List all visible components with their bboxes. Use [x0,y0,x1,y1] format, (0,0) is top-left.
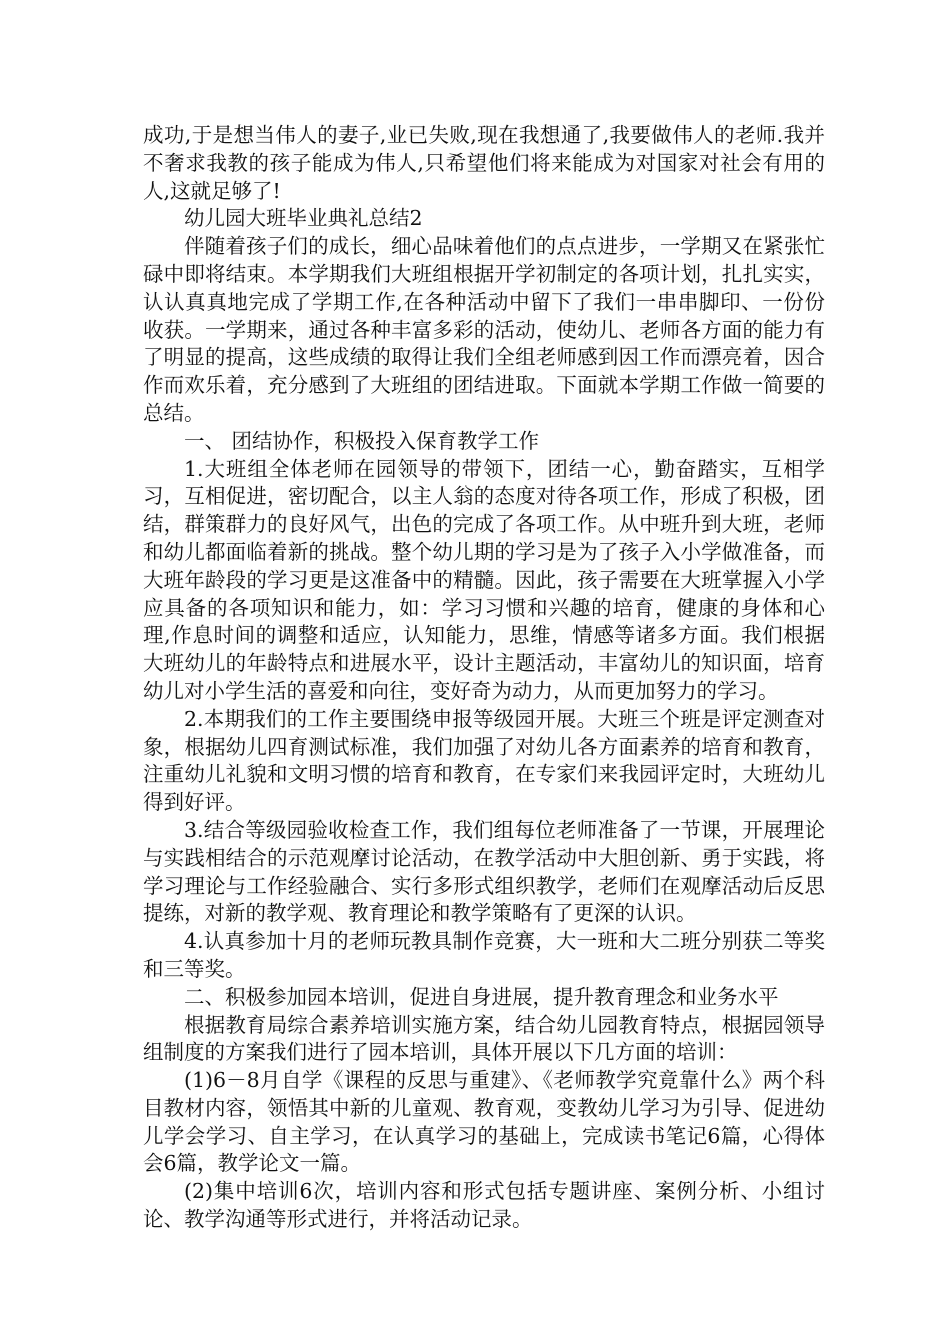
paragraph-continuation: 成功,于是想当伟人的妻子,业已失败,现在我想通了,我要做伟人的老师.我并不奢求我教的孩子能成为伟人,只希望他们将来能成为对国家对社会有用的人,这就足够了! [143,123,825,203]
paragraph-training-1: (1)6－8月自学《课程的反思与重建》、《老师教学究竟靠什么》两个科目教材内容，领悟其中新的儿童观、教育观，变教幼儿学习为引导、促进幼儿学会学习、自主学习，在认真学习的基础上，完成读书笔记6篇，心得体会6篇，教学论文一篇。 [143,1068,825,1176]
paragraph-intro: 伴随着孩子们的成长，细心品味着他们的点点进步，一学期又在紧张忙碌中即将结束。本学期我们大班组根据开学初制定的各项计划，扎扎实实，认认真真地完成了学期工作,在各种活动中留下了我们一串串脚印、一份份收获。一学期来，通过各种丰富多彩的活动，使幼儿、老师各方面的能力有了明显的提高，这些成绩的取得让我们全组老师感到因工作而漂亮着，因合作而欢乐着，充分感到了大班组的团结进取。下面就本学期工作做一简要的总结。 [143,234,825,425]
paragraph-item-4: 4.认真参加十月的老师玩教具制作竞赛，大一班和大二班分别获二等奖和三等奖。 [143,929,825,981]
paragraph-item-1: 1.大班组全体老师在园领导的带领下，团结一心，勤奋踏实，互相学习，互相促进，密切配合，以主人翁的态度对待各项工作，形成了积极，团结，群策群力的良好风气，出色的完成了各项工作。从中班升到大班，老师和幼儿都面临着新的挑战。整个幼儿期的学习是为了孩子入小学做准备，而大班年龄段的学习更是这准备中的精髓。因此，孩子需要在大班掌握入小学应具备的各项知识和能力，如：学习习惯和兴趣的培育，健康的身体和心理,作息时间的调整和适应，认知能力，思维，情感等诸多方面。我们根据大班幼儿的年龄特点和进展水平，设计主题活动，丰富幼儿的知识面，培育幼儿对小学生活的喜爱和向往，变好奇为动力，从而更加努力的学习。 [143,456,825,703]
heading-two: 二、积极参加园本培训，促进自身进展，提升教育理念和业务水平 [184,984,779,1009]
document-page [143,122,825,1234]
section-title: 幼儿园大班毕业典礼总结2 [184,206,423,231]
paragraph-item-3: 3.结合等级园验收检查工作，我们组每位老师准备了一节课，开展理论与实践相结合的示范观摩讨论活动，在教学活动中大胆创新、勇于实践，将学习理论与工作经验融合、实行多形式组织教学，老师们在观摩活动后反思提练，对新的教学观、教育理论和教学策略有了更深的认识。 [143,817,825,926]
paragraph-training-intro: 根据教育局综合素养培训实施方案，结合幼儿园教育特点，根据园领导组制度的方案我们进行了园本培训，具体开展以下几方面的培训： [143,1012,825,1065]
heading-one: 一、 团结协作，积极投入保育教学工作 [184,428,540,453]
paragraph-training-2: (2)集中培训6次，培训内容和形式包括专题讲座、案例分析、小组讨论、教学沟通等形式进行，并将活动记录。 [143,1179,825,1232]
paragraph-item-2: 2.本期我们的工作主要围绕申报等级园开展。大班三个班是评定测查对象，根据幼儿四育测试标准，我们加强了对幼儿各方面素养的培育和教育，注重幼儿礼貌和文明习惯的培育和教育，在专家们来我园评定时，大班幼儿得到好评。 [143,706,825,815]
